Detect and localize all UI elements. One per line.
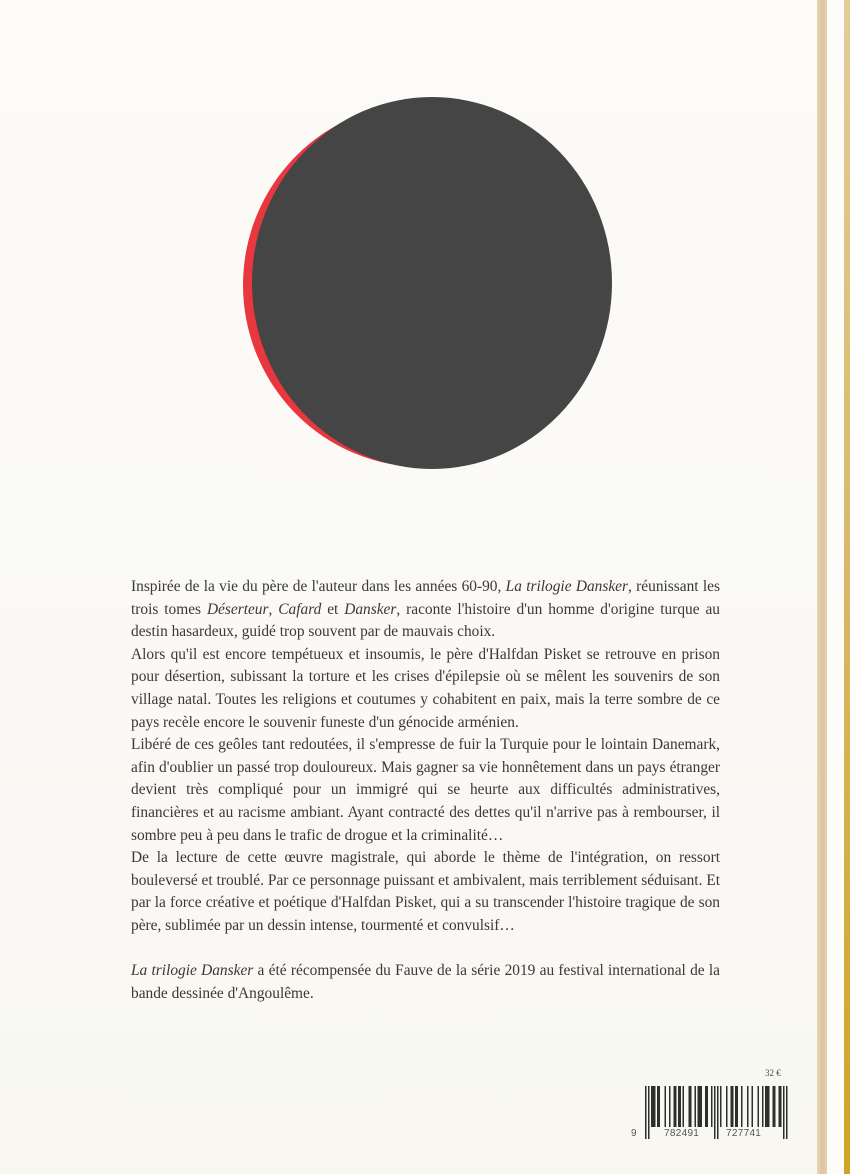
- award-note: [131, 960, 720, 1005]
- italic-title: La trilogie Dansker: [131, 962, 254, 980]
- price-label: 32 €: [765, 1068, 781, 1078]
- book-spine-edge: [817, 0, 827, 1174]
- text-run: Alors qu'il est encore tempétueux et insoumis, le père d'Halfdan Pisket se retrouve en prison pour désertion, subissant la torture et les crises d'épilepsie où se mêlent les souvenirs de son village natal. Toutes les religions et coutumes y cohabitent en paix, mais la terre sombre de ce pays recèle encore le souvenir funeste d'un génocide arménien.: [131, 645, 720, 731]
- italic-title: Dansker: [344, 600, 397, 618]
- eclipse-disc-icon: [243, 95, 613, 471]
- text-run: De la lecture de cette œuvre magistrale, qui aborde le thème de l'intégration, on ressort bouleversé et troublé. Par ce personnage puissant et ambivalent, mais terriblement séduisant. Et par la force créative et poétique d'Halfdan Pisket, qui a su transcender l'histoire tragique de son père, sublimée par un dessin intense, tourmenté et convulsif…: [131, 849, 720, 934]
- text-run: a été récompensée du Fauve de la série 2019 au festival international de la bande dessinée d'Angoulême.: [131, 962, 720, 1002]
- blurb-paragraph: [131, 734, 720, 847]
- barcode-left-digits: 782491: [664, 1128, 700, 1139]
- blurb-paragraph: [131, 644, 720, 734]
- text-run: ,: [268, 600, 279, 618]
- text-run: Inspirée de la vie du père de l'auteur dans les années 60-90,: [131, 578, 506, 595]
- background-gap: [827, 0, 844, 1174]
- text-run: Libéré de ces geôles tant redoutées, il s'empresse de fuir la Turquie pour le lointain Danemark, afin d'oublier un passé trop douloureux. Mais gagner sa vie honnêtement dans un pays étranger devient très compliqué pour un immigré qui se heurte aux difficultés administratives, financières et au racisme ambiant. Ayant contracté des dettes qu'il n'arrive pas à rembourser, il sombre peu à peu dans le trafic de drogue et la criminalité…: [131, 736, 720, 844]
- blurb-paragraph: [131, 576, 720, 644]
- isbn-barcode: [628, 1085, 793, 1141]
- barcode-first-digit: 9: [631, 1128, 637, 1139]
- text-run: , raconte l'histoire d'un homme d'origine turque au destin hasardeux, guidé trop souvent par de mauvais choix.: [131, 600, 720, 641]
- text-run: , réunissant les trois tomes: [131, 578, 720, 618]
- blurb-paragraph: [131, 847, 720, 937]
- italic-title: Cafard: [278, 600, 322, 618]
- gilt-edge: [844, 0, 850, 1174]
- back-cover-blurb: [131, 576, 720, 1005]
- italic-title: La trilogie Dansker: [505, 578, 629, 595]
- eclipse-disc-illustration: [243, 95, 613, 471]
- barcode-right-digits: 727741: [726, 1128, 762, 1139]
- italic-title: Déserteur: [206, 600, 269, 618]
- barcode-icon: [628, 1085, 793, 1141]
- text-run: et: [321, 600, 345, 618]
- dark-disc: [252, 97, 612, 469]
